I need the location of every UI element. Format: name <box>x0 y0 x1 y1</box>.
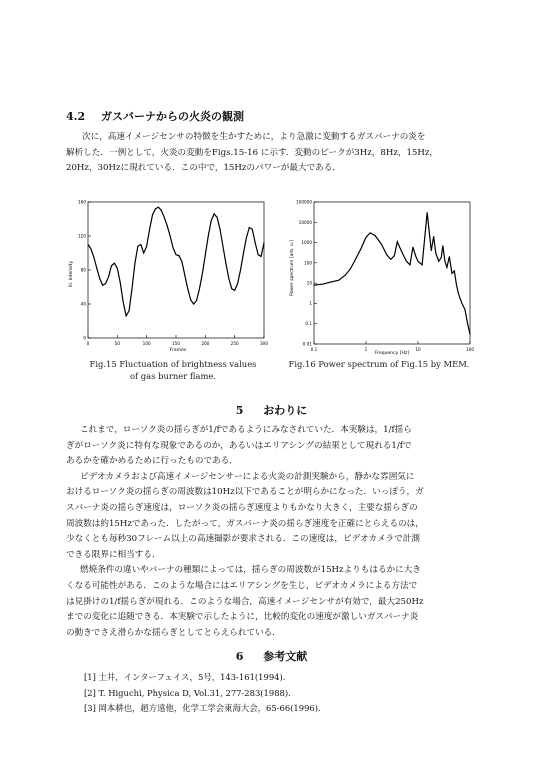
data-point <box>117 268 118 269</box>
data-point <box>205 254 206 255</box>
plot-frame <box>88 202 264 338</box>
body-line: までの変化に追随できる．本実験で示したように，比較的変化の速度が激しいガスバーナ炎 <box>66 612 419 623</box>
data-point <box>225 263 226 264</box>
data-point <box>99 278 100 279</box>
data-point <box>458 293 459 294</box>
x-tick-label: 50 <box>114 341 121 346</box>
data-point <box>176 254 177 255</box>
data-point <box>261 256 262 257</box>
data-point <box>451 273 452 274</box>
fig16-ylabel: Power spectrum [arb. u.] <box>290 240 295 296</box>
data-point <box>464 309 465 310</box>
body-line: 解析した．一例として，火炎の変動をFigs.15-16 に示す．変動のピークが3Hz，8Hz，15Hz， <box>66 147 439 158</box>
y-tick-label: 40 <box>80 301 86 307</box>
data-point <box>412 247 413 248</box>
data-point <box>386 254 387 255</box>
data-point <box>409 264 410 265</box>
x-tick-label: 10 <box>415 347 421 352</box>
data-point <box>422 264 423 265</box>
data-point <box>338 280 339 281</box>
data-point <box>350 268 351 269</box>
series-line <box>314 213 470 335</box>
data-point <box>435 253 436 254</box>
data-point <box>433 236 434 237</box>
data-point <box>96 268 97 269</box>
data-point <box>375 235 376 236</box>
fig15-caption <box>72 358 274 382</box>
data-point <box>222 246 223 247</box>
data-point <box>231 288 232 289</box>
data-point <box>111 265 112 266</box>
data-point <box>461 303 462 304</box>
data-point <box>214 213 215 214</box>
data-point <box>366 237 367 238</box>
data-point <box>217 217 218 218</box>
data-point <box>442 245 443 246</box>
body-line: これまで，ローソク炎の揺らぎが1/fであるようにみなされていた．本実験は，1/f揺ら <box>80 425 412 435</box>
reference-item: [1] 土井，インターフェイス，5号，143-161(1994). <box>84 672 286 682</box>
data-point <box>90 248 91 249</box>
section-4-2-heading <box>66 108 244 124</box>
fig15-chart <box>60 196 270 354</box>
data-point <box>220 229 221 230</box>
plot-frame <box>314 202 470 344</box>
body-line: ぎがローソク炎に特有な現象であるのか，あるいはエリアシングの結果として現れる1/fで <box>66 440 412 451</box>
data-point <box>181 261 182 262</box>
x-tick-label: 150 <box>172 341 180 346</box>
y-tick-label: 160 <box>78 199 86 205</box>
body-line: 燃焼条件の違いやバーナの種類によっては，揺らぎの周波数が15Hzよりもはるかに大き <box>80 565 421 576</box>
data-point <box>345 275 346 276</box>
y-tick-label: 0.1 <box>305 321 312 327</box>
data-point <box>258 254 259 255</box>
x-tick-label: 100 <box>142 341 151 346</box>
caption-line: Fig.16 Power spectrum of Fig.15 by MEM. <box>288 359 470 369</box>
data-point <box>444 261 445 262</box>
y-tick-label: 120 <box>78 233 86 239</box>
data-point <box>438 261 439 262</box>
data-point <box>123 302 124 303</box>
data-point <box>149 229 150 230</box>
series-line <box>88 207 264 316</box>
data-point <box>418 261 419 262</box>
data-point <box>240 270 241 271</box>
y-tick-label: 0.01 <box>302 341 312 347</box>
data-point <box>249 227 250 228</box>
data-point <box>129 310 130 311</box>
data-point <box>264 242 265 243</box>
y-tick-label: 10000 <box>298 219 312 225</box>
body-line: 20Hz，30Hzに現れている．この中で，15Hzのパワーが最大である． <box>66 163 341 174</box>
section-title: おわりに <box>263 404 308 417</box>
x-tick-label: 250 <box>230 341 239 346</box>
data-point <box>88 244 89 245</box>
data-point <box>152 214 153 215</box>
caption-line: Fig.15 Fluctuation of brightness values <box>89 359 257 369</box>
data-point <box>167 225 168 226</box>
data-point <box>360 248 361 249</box>
reference-item: [3] 岡本耕也，趙方遠他，化学工学会東海大会，65-66(1996). <box>84 703 321 713</box>
body-line: は見掛けの1/f揺らぎが現れる．このような場合，高速イメージセンサが有効で，最大250Hz <box>66 596 424 607</box>
x-tick-label: 200 <box>201 341 210 346</box>
data-point <box>158 207 159 208</box>
data-point <box>431 250 432 251</box>
section-5-heading <box>0 402 543 418</box>
data-point <box>155 208 156 209</box>
y-tick-label: 80 <box>80 267 86 273</box>
data-point <box>93 257 94 258</box>
fig16-chart <box>282 196 478 360</box>
section-number: 4.2 <box>66 110 86 123</box>
data-point <box>252 229 253 230</box>
body-line: スバーナ炎の揺らぎ速度は，ローソク炎の揺らぎ速度よりもかなり大きく，主要な揺らぎの <box>66 502 418 513</box>
data-point <box>354 261 355 262</box>
section-5-body <box>66 423 484 641</box>
data-point <box>446 267 447 268</box>
y-tick-label: 1000 <box>301 240 312 246</box>
section-title: 参考文献 <box>263 650 308 663</box>
data-point <box>323 284 324 285</box>
y-tick-label: 0 <box>83 335 86 341</box>
body-line: ビデオカメラおよび高速イメージセンサーによる火炎の計測実験から，静かな雰囲気に <box>80 471 415 482</box>
data-point <box>406 261 407 262</box>
fig15-xlabel: Frames <box>169 348 187 353</box>
data-point <box>427 212 428 213</box>
fig15-ylabel: Ill. intensity <box>69 260 74 288</box>
data-point <box>199 288 200 289</box>
reference-item: [2] T. Higuchi, Physica D, Vol.31, 277-283(1988). <box>84 687 291 698</box>
x-tick-label: 0.1 <box>310 347 318 352</box>
y-tick-label: 100000 <box>296 199 312 205</box>
body-line: 次に，高速イメージセンサの特徴を生かすために，より急激に変動するガスバーナの炎を <box>82 132 426 142</box>
data-point <box>467 323 468 324</box>
body-line: できる限界に相当する． <box>66 549 161 560</box>
data-point <box>105 283 106 284</box>
data-point <box>454 270 455 271</box>
references-list <box>84 670 484 717</box>
data-point <box>190 299 191 300</box>
data-point <box>370 232 371 233</box>
body-line: くなる可能性がある．このような場合にはエリアシングを生じ，ビデオカメラによる方法で <box>66 580 418 591</box>
data-point <box>228 278 229 279</box>
data-point <box>178 255 179 256</box>
body-line: の動きでさえ滑らかな揺らぎとしてとらえられている． <box>66 627 281 638</box>
x-tick-label: 1 <box>364 347 368 352</box>
data-point <box>234 290 235 291</box>
fig16-caption <box>276 358 482 370</box>
y-tick-label: 100 <box>304 260 312 266</box>
data-point <box>137 246 138 247</box>
data-point <box>211 220 212 221</box>
data-point <box>246 237 247 238</box>
data-point <box>164 217 165 218</box>
data-point <box>120 282 121 283</box>
data-point <box>397 241 398 242</box>
x-tick-label: 300 <box>260 341 268 346</box>
data-point <box>193 304 194 305</box>
body-line: 少なくとも毎秒30フレーム以上の高速撮影が要求される．この速度は，ビデオカメラで計測 <box>66 534 420 545</box>
data-point <box>132 288 133 289</box>
data-point <box>470 334 471 335</box>
data-point <box>202 273 203 274</box>
data-point <box>329 282 330 283</box>
section-number: 5 <box>235 404 244 417</box>
data-point <box>449 256 450 257</box>
data-point <box>134 263 135 264</box>
data-point <box>187 288 188 289</box>
x-tick-label: 100 <box>466 347 474 352</box>
data-point <box>114 263 115 264</box>
data-point <box>184 275 185 276</box>
data-point <box>237 283 238 284</box>
data-point <box>140 244 141 245</box>
data-point <box>170 236 171 237</box>
body-line: 周波数は約15Hzであった．したがって，ガスバーナ炎の揺らぎ速度を正確にとらえるのは， <box>66 518 424 529</box>
data-point <box>208 236 209 237</box>
section-number: 6 <box>235 650 244 663</box>
data-point <box>394 255 395 256</box>
caption-line: of gas burner flame. <box>129 371 217 381</box>
data-point <box>102 285 103 286</box>
y-tick-label: 1 <box>309 300 312 306</box>
data-point <box>143 253 144 254</box>
data-point <box>255 242 256 243</box>
section-title: ガスバーナからの火炎の観測 <box>100 110 244 123</box>
data-point <box>381 244 382 245</box>
data-point <box>390 259 391 260</box>
data-point <box>456 285 457 286</box>
fig16-xlabel: Frequency [Hz] <box>375 351 409 356</box>
section-4-2-body <box>66 130 484 177</box>
body-line: おけるローソク炎の揺らぎの周波数は10Hz以下であることが明らかになった．いっぽう，ガ <box>66 487 424 498</box>
section-6-heading <box>0 648 543 664</box>
data-point <box>243 253 244 254</box>
data-point <box>161 210 162 211</box>
data-point <box>441 257 442 258</box>
data-point <box>402 253 403 254</box>
y-tick-label: 10 <box>306 280 312 286</box>
body-line: あるかを確かめるために行ったものである． <box>66 456 238 467</box>
data-point <box>196 300 197 301</box>
data-point <box>415 255 416 256</box>
x-tick-label: 0 <box>86 341 90 346</box>
data-point <box>173 247 174 248</box>
data-point <box>126 315 127 316</box>
data-point <box>108 276 109 277</box>
data-point <box>314 285 315 286</box>
data-point <box>146 246 147 247</box>
